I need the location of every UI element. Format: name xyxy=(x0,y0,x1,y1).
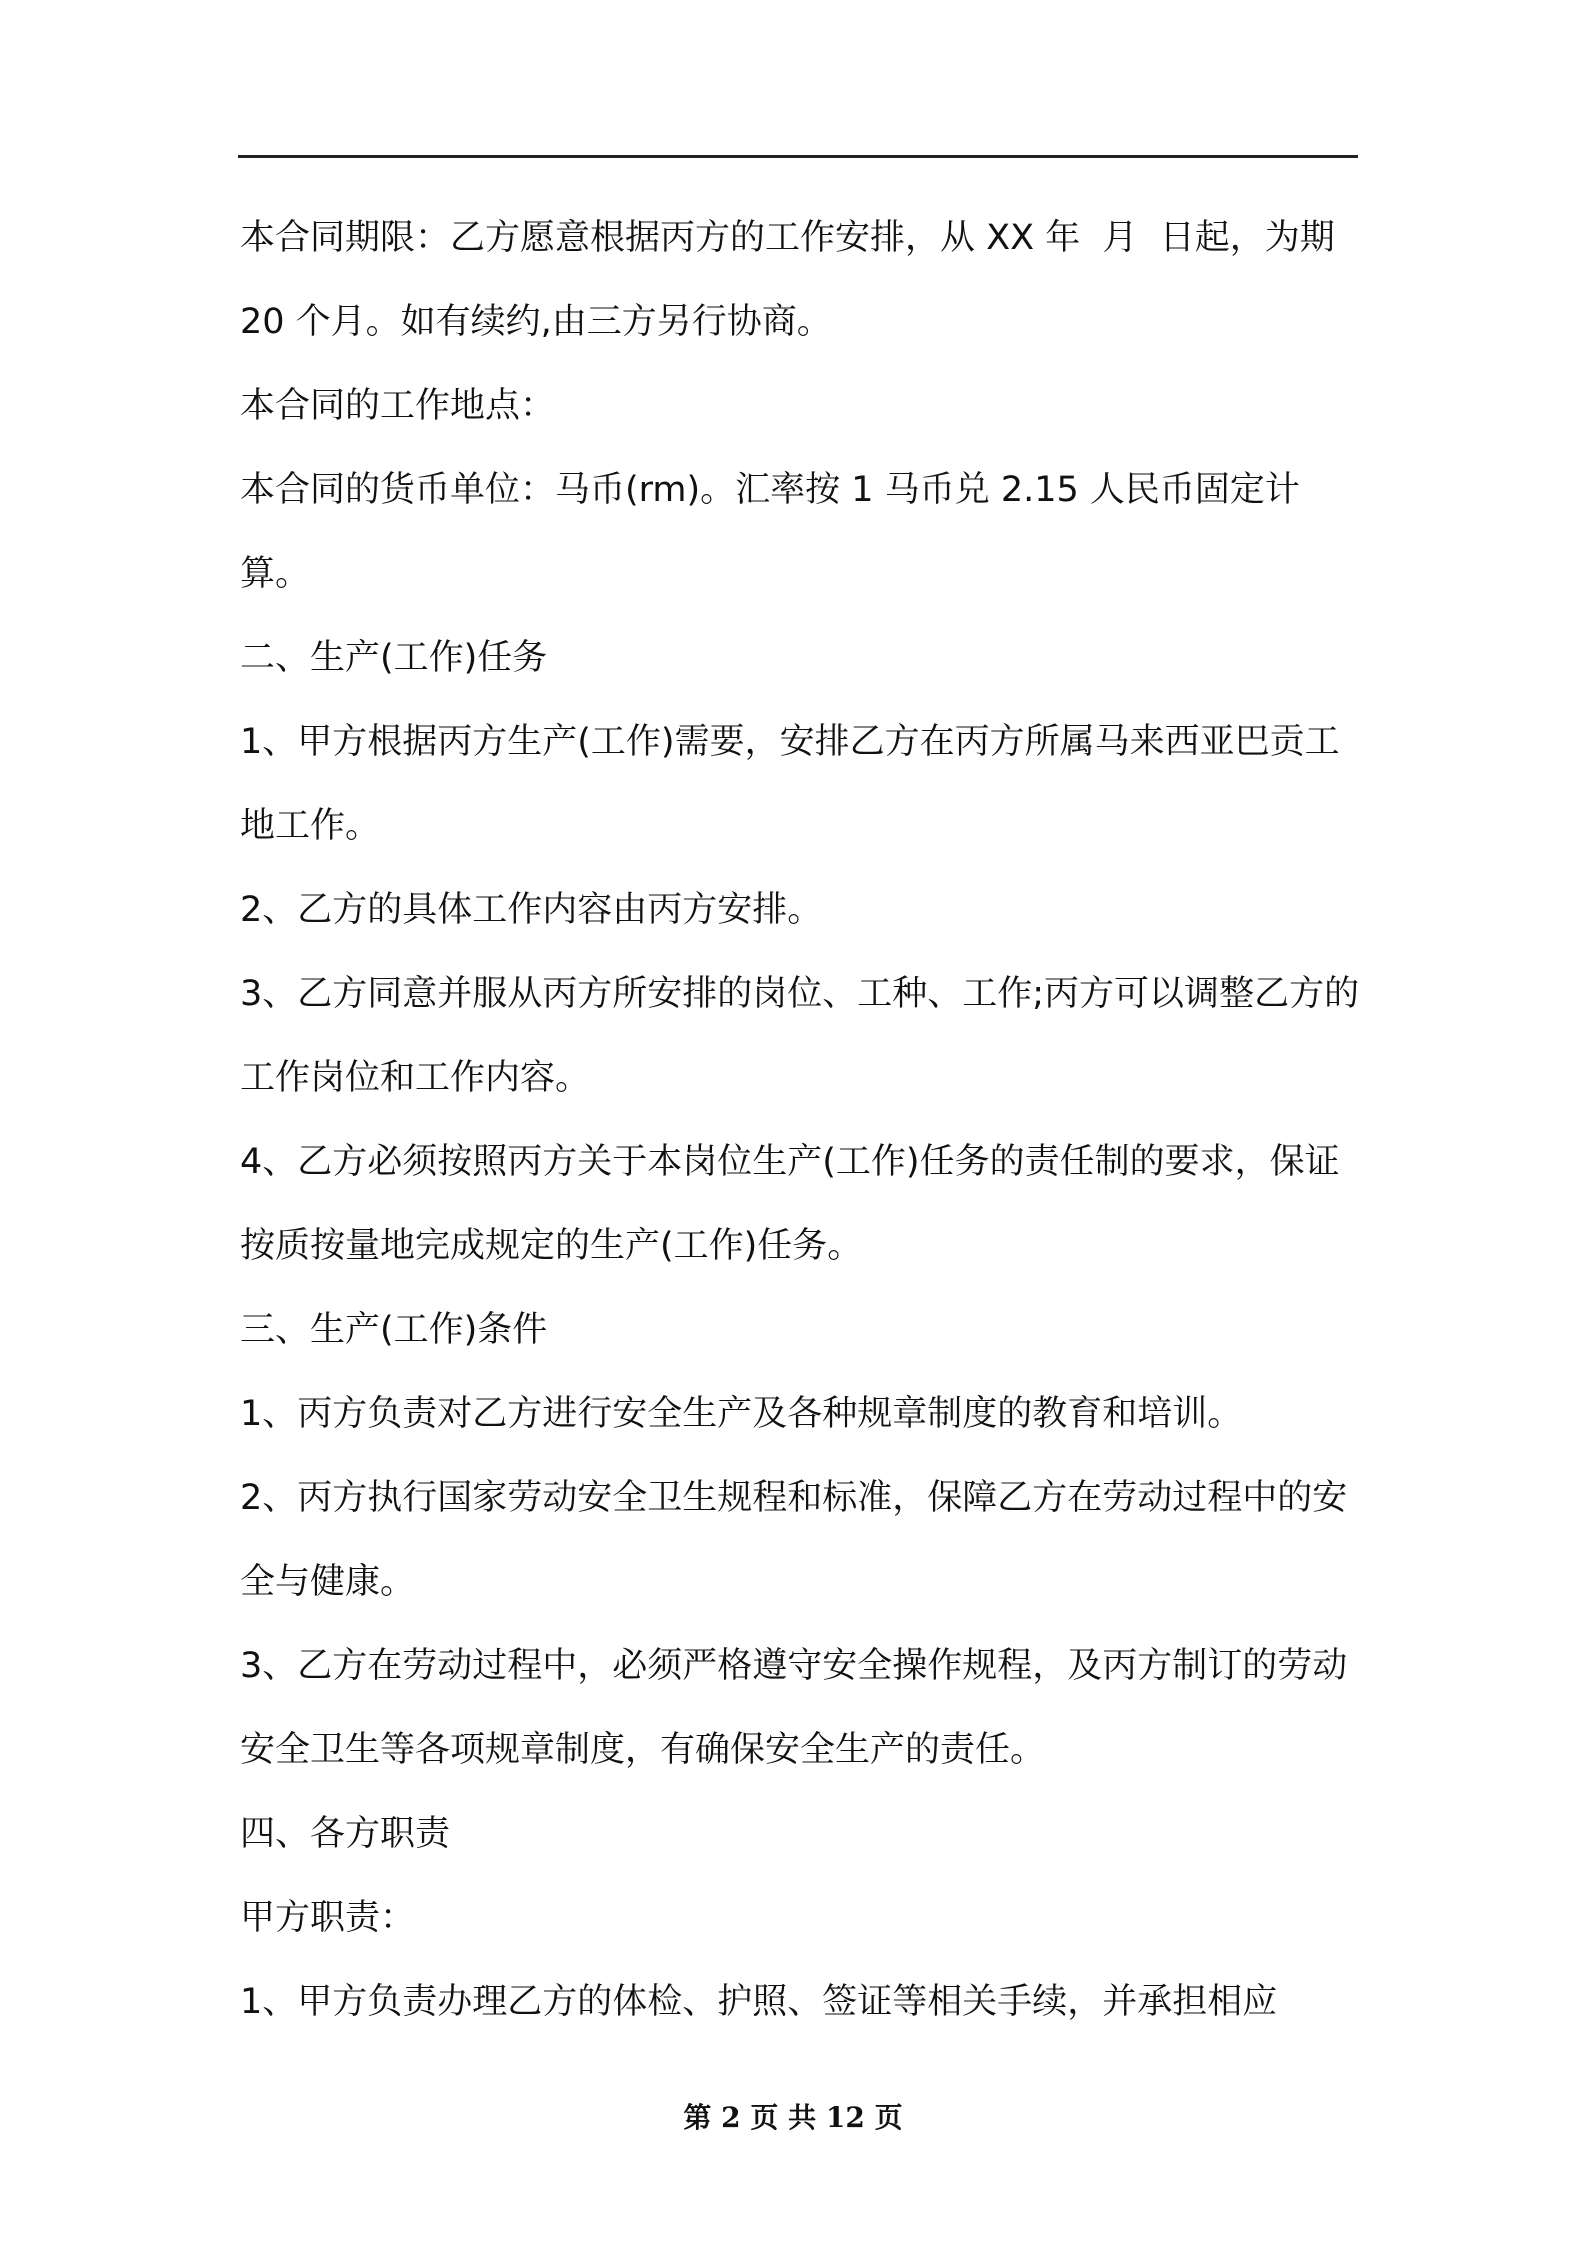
paragraph-condition-1: 1、丙方负责对乙方进行安全生产及各种规章制度的教育和培训。 xyxy=(240,1394,1243,1434)
page-number-footer: 第 2 页 共 12 页 xyxy=(683,2101,903,2134)
paragraph-task-2: 2、乙方的具体工作内容由丙方安排。 xyxy=(240,890,823,930)
paragraph-task-4: 4、乙方必须按照丙方关于本岗位生产(工作)任务的责任制的要求，保证按质按量地完成规定的生产(工作)任务。 xyxy=(240,1142,1340,1266)
header-divider xyxy=(238,155,1358,158)
section-heading-conditions: 三、生产(工作)条件 xyxy=(240,1310,548,1350)
paragraph-condition-2: 2、丙方执行国家劳动安全卫生规程和标准，保障乙方在劳动过程中的安全与健康。 xyxy=(240,1478,1348,1602)
paragraph-task-3: 3、乙方同意并服从丙方所安排的岗位、工种、工作;丙方可以调整乙方的工作岗位和工作内容。 xyxy=(240,974,1360,1098)
paragraph-contract-term: 本合同期限：乙方愿意根据丙方的工作安排，从 XX 年 月 日起，为期 20 个月。如有续约,由三方另行协商。 xyxy=(240,218,1346,342)
paragraph-condition-3: 3、乙方在劳动过程中，必须严格遵守安全操作规程，及丙方制订的劳动安全卫生等各项规章制度，有确保安全生产的责任。 xyxy=(240,1646,1348,1770)
paragraph-party-a-duty-1: 1、甲方负责办理乙方的体检、护照、签证等相关手续，并承担相应 xyxy=(240,1982,1278,2022)
section-heading-duties: 四、各方职责 xyxy=(240,1814,451,1854)
paragraph-work-location: 本合同的工作地点： xyxy=(240,386,556,426)
paragraph-task-1: 1、甲方根据丙方生产(工作)需要，安排乙方在丙方所属马来西亚巴贡工地工作。 xyxy=(240,722,1340,846)
section-heading-tasks: 二、生产(工作)任务 xyxy=(240,638,548,678)
paragraph-currency: 本合同的货币单位：马币(rm)。汇率按 1 马币兑 2.15 人民币固定计算。 xyxy=(240,470,1300,594)
document-body xyxy=(240,196,1360,2044)
subheading-party-a-duties: 甲方职责： xyxy=(240,1898,416,1938)
